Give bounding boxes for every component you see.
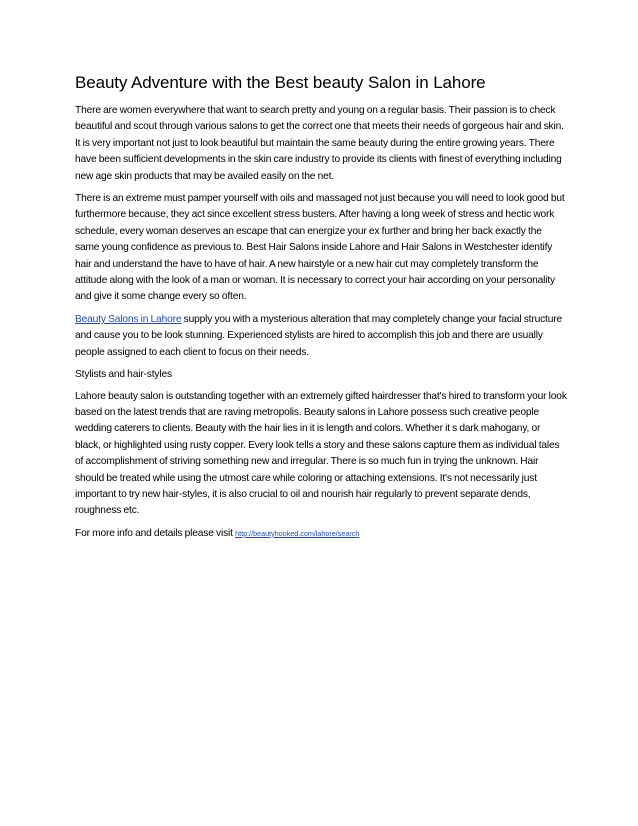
paragraph-salons-text: supply you with a mysterious alteration that may completely change your facial structure and cause you to be look stunning. Experienced stylists are hired to accomplish this job and there are usually people assigned to each client to focus on their needs. bbox=[75, 313, 563, 358]
closing-text: For more info and details please visit bbox=[75, 527, 236, 539]
paragraph-lahore-salon: Lahore beauty salon is outstanding together with an extremely gifted hairdresser that's hired to transform your look based on the latest trends that are raving metropolis. Beauty salons in Lahore possess such creative people wedding caterers to clients. Beauty with the hair lies in it is length and colors. Whether it s dark mahogany, or black, or highlighted using rusty copper. Every look tells a story and these salons capture them as individual tales of accomplishment of striving something new and irregular. There is so much fun in trying the unknown. Hair should be treated while using the utmost care while coloring or attaching extensions. It's not necessarily just important to try new hair-styles, it is also crucial to oil and nourish hair regularly to prevent separate dends, roughness etc. bbox=[75, 390, 567, 517]
paragraph-closing bbox=[75, 526, 567, 542]
subheading-stylists: Stylists and hair-styles bbox=[75, 369, 172, 381]
paragraph-salons bbox=[75, 312, 567, 361]
document-title: Beauty Adventure with the Best beauty Salon in Lahore bbox=[75, 73, 486, 92]
document-page bbox=[75, 72, 567, 548]
paragraph-intro: There are women everywhere that want to search pretty and young on a regular basis. Their passion is to check beautiful and scout through various salons to get the correct one that meets their needs of gorgeous hair and skin. It is very important not just to look beautiful but maintain the same beauty during the entire growing years. There have been sufficient developments in the skin care industry to provide its clients with finest of everything including new age skin products that may be availed easily on the net. bbox=[75, 105, 564, 182]
beauty-salons-link[interactable]: Beauty Salons in Lahore bbox=[75, 313, 182, 325]
paragraph-pamper: There is an extreme must pamper yourself with oils and massaged not just because you will need to look good but furthermore because, they act since excellent stress busters. After having a long week of stress and hectic work schedule, every woman deserves an escape that can energize your ex further and bring her back exactly the same young confidence as previous to. Best Hair Salons inside Lahore and Hair Salons in Westchester identify hair and understand the have to have of hair. A new hairstyle or a new hair cut may completely transform the attitude along with the look of a man or woman. It is necessary to correct your hair according on your personality and give it some change every so often. bbox=[75, 193, 565, 303]
website-link[interactable]: http://beautyhooked.com/lahore/search bbox=[235, 528, 360, 538]
